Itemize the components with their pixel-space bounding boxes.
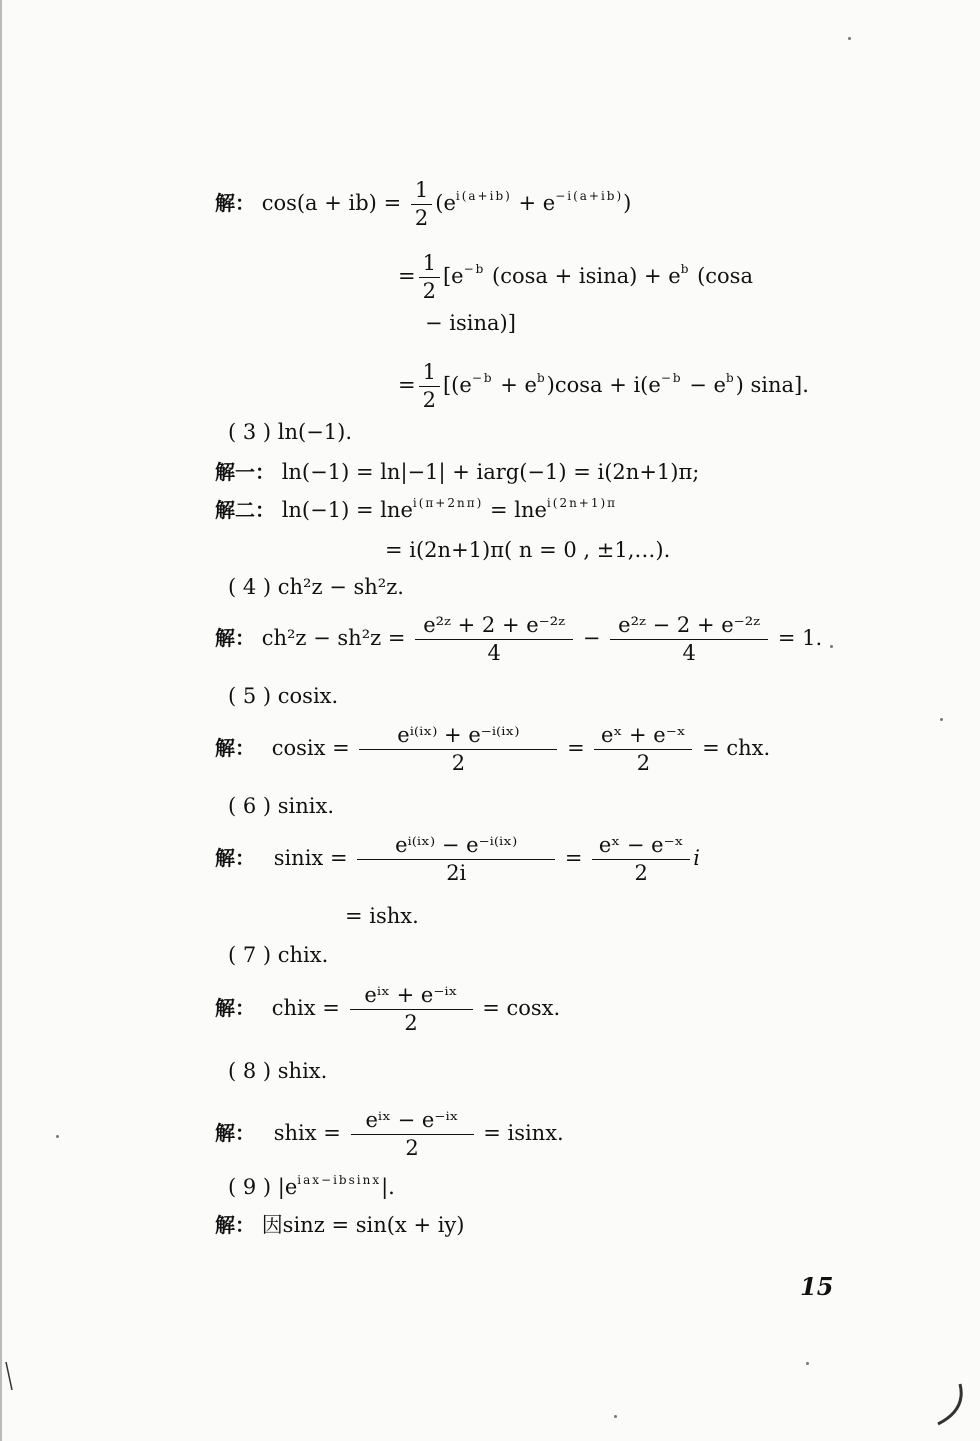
denominator: 2 xyxy=(422,279,436,303)
expression: = 1. xyxy=(777,626,823,650)
problem-5: ( 5 ) cosix. xyxy=(228,684,339,708)
numerator: e²ᶻ − 2 + e⁻²ᶻ xyxy=(610,615,768,640)
exponent: b xyxy=(536,371,547,385)
expression: [(e xyxy=(442,373,472,397)
expression: + e xyxy=(493,373,537,397)
scan-mark xyxy=(0,1360,20,1400)
fraction xyxy=(357,835,555,884)
solution-line-cos-2 xyxy=(398,253,753,302)
expression: (cosa + isina) + e xyxy=(485,264,681,288)
exponent: −b xyxy=(660,371,683,385)
solution-label: 解： xyxy=(215,191,255,215)
fraction xyxy=(350,985,473,1034)
solution-line-cos-1 xyxy=(215,180,631,229)
expression: = isinx. xyxy=(483,1121,564,1145)
numerator: eˣ − e⁻ˣ xyxy=(592,835,690,860)
fraction xyxy=(594,725,692,774)
expression: = cosx. xyxy=(482,996,561,1020)
denominator: 4 xyxy=(487,641,501,665)
equals-sign: = xyxy=(383,191,402,215)
expression: (cosa xyxy=(690,264,753,288)
expression: 因sinz = sin(x + iy) xyxy=(261,1213,465,1237)
expression: ) sina]. xyxy=(735,373,809,397)
denominator: 2 xyxy=(451,751,466,775)
expression: ch²z − sh²z = xyxy=(261,626,406,650)
expression: (e xyxy=(435,191,456,215)
solution-line-cos-4 xyxy=(398,362,809,411)
exponent: iax−ibsinx xyxy=(297,1173,382,1187)
denominator: 2 xyxy=(405,1136,419,1160)
problem-4: ( 4 ) ch²z − sh²z. xyxy=(228,575,404,599)
minus-sign: − xyxy=(582,626,601,650)
scan-speck xyxy=(614,1415,617,1418)
numerator: 1 xyxy=(411,180,432,205)
equals-sign: = xyxy=(398,373,416,397)
exponent: i(2n+1)π xyxy=(546,496,618,510)
exponent: −b xyxy=(463,262,486,276)
scan-speck xyxy=(848,37,851,40)
scan-mark xyxy=(930,1380,970,1430)
exponent: b xyxy=(680,262,691,276)
solution-3-method-1 xyxy=(215,462,699,483)
equals-sign: = xyxy=(564,846,583,870)
expression: + e xyxy=(511,191,556,215)
expression: = lne xyxy=(483,498,547,522)
solution-label: 解： xyxy=(215,736,255,760)
expression: i xyxy=(693,846,700,870)
expression: ( 9 ) |e xyxy=(228,1175,298,1199)
page-edge xyxy=(0,0,2,1441)
solution-3-method-2 xyxy=(215,496,618,522)
denominator: 2 xyxy=(414,206,429,230)
expression: ) xyxy=(623,191,632,215)
denominator: 2 xyxy=(636,751,651,775)
solution-label: 解： xyxy=(215,846,255,870)
solution-label: 解一： xyxy=(215,460,275,484)
expression: |. xyxy=(381,1175,395,1199)
solution-9 xyxy=(215,1215,465,1236)
solution-label: 解： xyxy=(215,626,255,650)
denominator: 4 xyxy=(682,641,696,665)
exponent: b xyxy=(725,371,736,385)
expression: [e xyxy=(442,264,464,288)
denominator: 2 xyxy=(404,1011,418,1035)
solution-3-method-2-cont: = i(2n+1)π( n = 0 , ±1,…). xyxy=(385,538,671,562)
solution-4 xyxy=(215,615,822,664)
numerator: 1 xyxy=(419,253,440,278)
numerator: eⁱˣ + e⁻ⁱˣ xyxy=(350,985,473,1010)
problem-7: ( 7 ) chix. xyxy=(228,943,329,967)
exponent: i(π+2nπ) xyxy=(412,496,484,510)
numerator: e²ᶻ + 2 + e⁻²ᶻ xyxy=(415,615,573,640)
fraction xyxy=(351,1110,474,1159)
solution-6 xyxy=(215,835,700,884)
expression: cosix = xyxy=(271,736,350,760)
exponent: −i(a+ib) xyxy=(555,189,624,203)
fraction xyxy=(359,725,557,774)
fraction xyxy=(415,615,573,664)
equals-sign: = xyxy=(567,736,585,760)
denominator: 2i xyxy=(446,861,467,885)
fraction xyxy=(419,253,440,302)
fraction xyxy=(419,362,440,411)
expression: )cosa + i(e xyxy=(546,373,661,397)
denominator: 2 xyxy=(422,388,436,412)
numerator: eⁱ⁽ⁱˣ⁾ − e⁻ⁱ⁽ⁱˣ⁾ xyxy=(357,835,555,860)
solution-label: 解： xyxy=(215,1213,255,1237)
problem-8: ( 8 ) shix. xyxy=(228,1059,328,1083)
scan-speck xyxy=(806,1362,809,1365)
solution-5 xyxy=(215,725,770,774)
solution-label: 解： xyxy=(215,1121,255,1145)
fraction xyxy=(411,180,432,229)
scan-speck xyxy=(56,1135,59,1138)
expression: sinix = xyxy=(273,846,348,870)
solution-7 xyxy=(215,985,560,1034)
problem-3: ( 3 ) ln(−1). xyxy=(228,420,353,444)
expression: = chx. xyxy=(702,736,771,760)
solution-label: 解： xyxy=(215,996,255,1020)
denominator: 2 xyxy=(634,861,648,885)
expression: ln(−1) = ln|−1| + iarg(−1) = i(2n+1)π; xyxy=(281,460,700,484)
solution-6-cont: = ishx. xyxy=(345,904,419,928)
fraction xyxy=(592,835,690,884)
equals-sign: = xyxy=(398,264,416,288)
expression: cos(a + ib) xyxy=(261,191,377,215)
expression: chix = xyxy=(271,996,340,1020)
solution-8 xyxy=(215,1110,564,1159)
numerator: eⁱˣ − e⁻ⁱˣ xyxy=(351,1110,474,1135)
scan-speck xyxy=(940,718,943,721)
exponent: i(a+ib) xyxy=(455,189,512,203)
scan-speck xyxy=(830,645,833,648)
expression: − e xyxy=(682,373,726,397)
expression: shix = xyxy=(273,1121,341,1145)
expression: ln(−1) = lne xyxy=(281,498,413,522)
page-number: 15 xyxy=(800,1272,834,1301)
numerator: eˣ + e⁻ˣ xyxy=(594,725,692,750)
solution-label: 解二： xyxy=(215,498,275,522)
problem-9 xyxy=(228,1173,395,1199)
problem-6: ( 6 ) sinix. xyxy=(228,794,335,818)
fraction xyxy=(610,615,768,664)
numerator: eⁱ⁽ⁱˣ⁾ + e⁻ⁱ⁽ⁱˣ⁾ xyxy=(359,725,557,750)
solution-line-cos-3: − isina)] xyxy=(425,311,516,335)
exponent: −b xyxy=(471,371,494,385)
numerator: 1 xyxy=(419,362,440,387)
